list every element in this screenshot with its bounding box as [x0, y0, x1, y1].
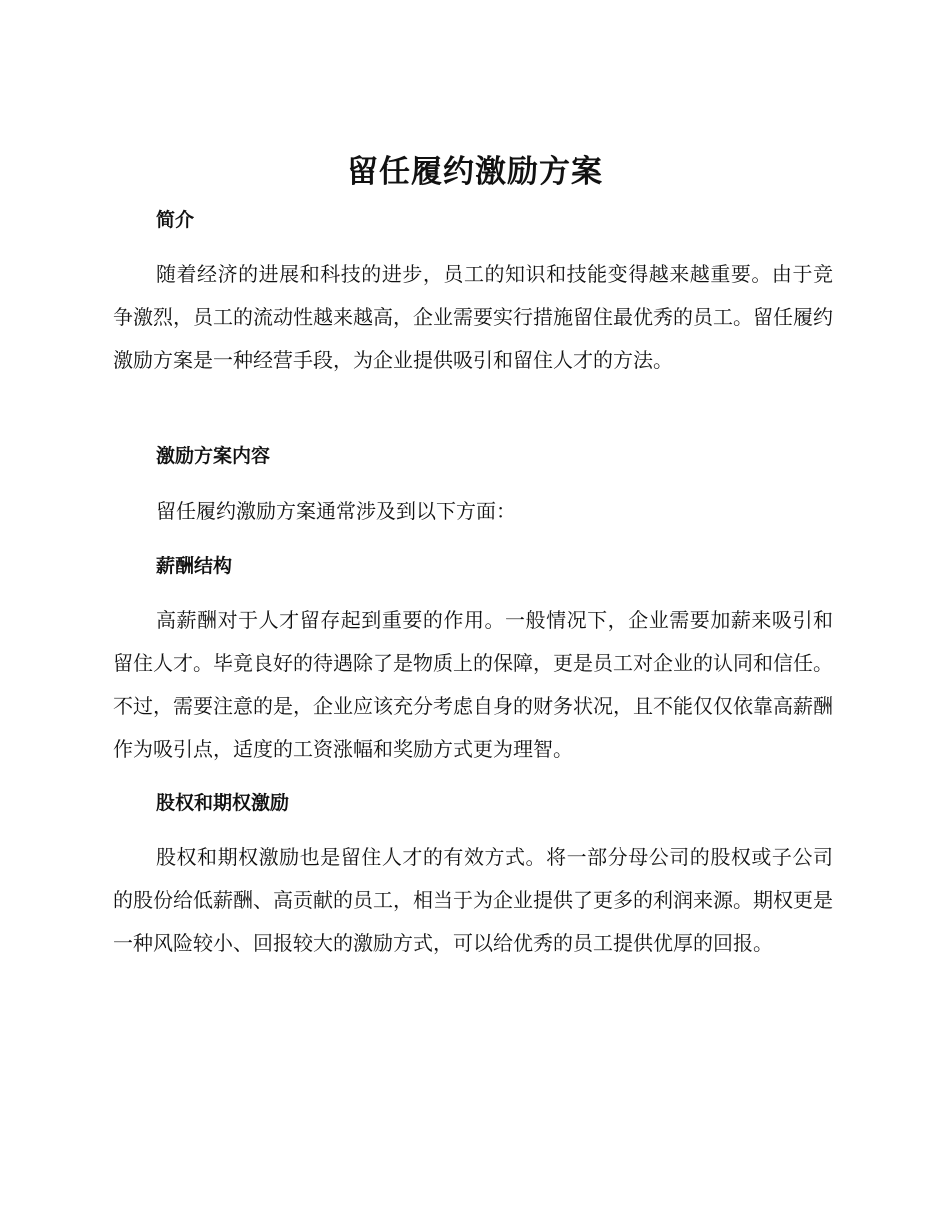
section-heading-salary: 薪酬结构	[156, 555, 233, 577]
section-paragraph-content: 留任履约激励方案通常涉及到以下方面：	[156, 499, 516, 523]
section-heading-equity: 股权和期权激励	[156, 792, 290, 814]
section-paragraph-equity: 股权和期权激励也是留住人才的有效方式。将一部分母公司的股权或子公司的股份给低薪酬、高贡献的员工，相当于为企业提供了更多的利润来源。期权更是一种风险较小、回报较大的激励方式，可以给优秀的员工提供优厚的回报。	[113, 845, 833, 955]
section-paragraph-intro: 随着经济的进展和科技的进步，员工的知识和技能变得越来越重要。由于竞争激烈，员工的流动性越来越高，企业需要实行措施留住最优秀的员工。留任履约激励方案是一种经营手段，为企业提供吸引和留住人才的方法。	[113, 262, 833, 372]
section-paragraph-salary: 高薪酬对于人才留存起到重要的作用。一般情况下，企业需要加薪来吸引和留住人才。毕竟良好的待遇除了是物质上的保障，更是员工对企业的认同和信任。不过，需要注意的是，企业应该充分考虑自身的财务状况，且不能仅仅依靠高薪酬作为吸引点，适度的工资涨幅和奖励方式更为理智。	[113, 608, 833, 761]
section-heading-content: 激励方案内容	[156, 445, 271, 467]
document-title: 留任履约激励方案	[347, 154, 603, 190]
section-heading-intro: 简介	[156, 209, 195, 231]
